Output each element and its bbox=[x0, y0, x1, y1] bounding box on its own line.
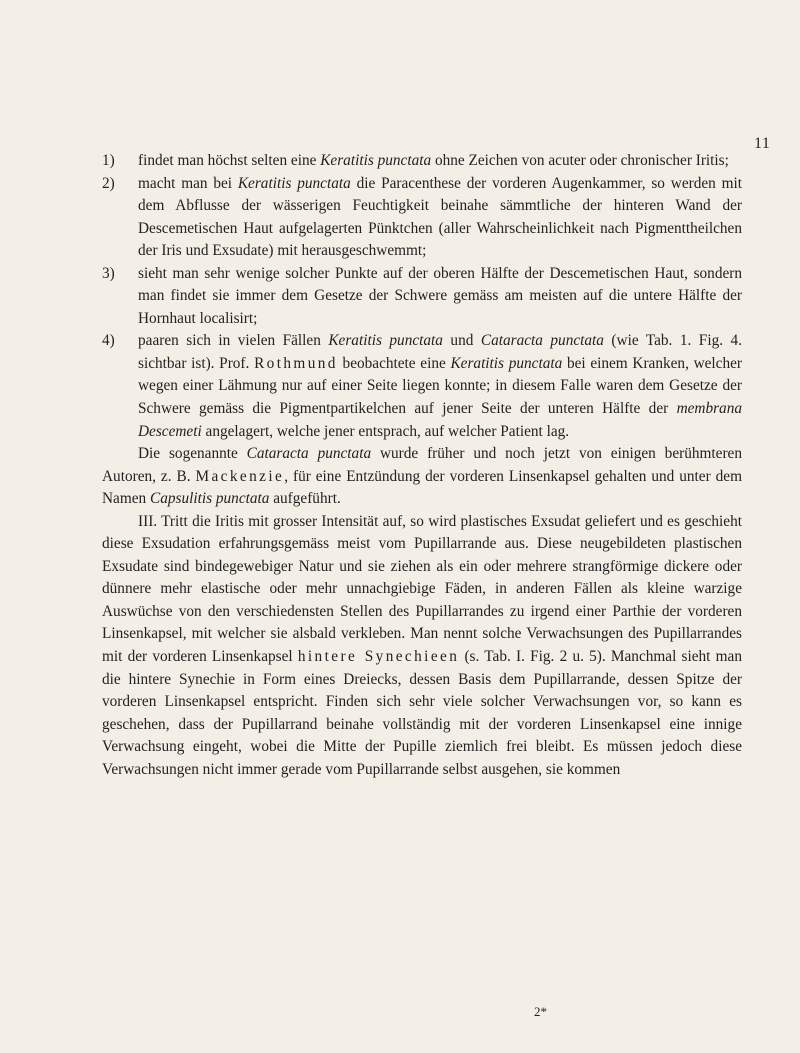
paragraph-iritis bbox=[102, 511, 742, 782]
spaced-name: Rothmund bbox=[254, 354, 338, 372]
spaced-name: Mackenzie bbox=[195, 467, 285, 485]
list-item-text bbox=[138, 332, 742, 439]
list-item-number: 2) bbox=[102, 174, 115, 192]
italic-term: Cataracta punctata bbox=[480, 332, 604, 350]
text-run: aufgeführt. bbox=[269, 490, 341, 508]
text-run: macht man bei bbox=[138, 174, 238, 192]
list-item-4 bbox=[102, 330, 742, 443]
text-run: wurde früher und noch jetzt von einigen berühmteren Autoren, z. B. bbox=[102, 445, 742, 485]
italic-term: membrana Descemeti bbox=[138, 400, 742, 440]
text-run: (s. Tab. I. Fig. 2 u. 5). Manchmal sieht man die hintere Synechie in Form eines Dreiecks, dessen Basis dem Pupillarrande, dessen Spitze der vorderen Linsenkapsel entspricht. Finden sich sehr viele solcher Verwachsungen vor, so kann es geschehen, dass der Pupillarrand beinahe vollständig mit der vorderen Linsenkapsel eine innige Verwachsung eingeht, wobei die Mitte der Pupille ziemlich frei bleibt. Es müssen jedoch diese Verwachsungen nicht immer gerade vom Pupillarrande selbst ausgehen, sie kommen bbox=[102, 648, 742, 778]
text-run: angelagert, welche jener entsprach, auf welcher Patient lag. bbox=[201, 422, 570, 440]
text-run: bei einem Kranken, welcher wegen einer Lähmung nur auf einer Seite liegen konnte; in diesem Falle waren dem Gesetze der Schwere gemäss die Pigmentpartikelchen auf jener Seite der unteren Hälfte der bbox=[138, 354, 742, 418]
italic-term: Keratitis punctata bbox=[328, 332, 443, 350]
text-run: findet man höchst selten eine bbox=[138, 152, 321, 169]
italic-term: Capsulitis punctata bbox=[150, 490, 270, 508]
text-run: ohne Zeichen von acuter oder chronischer Iritis; bbox=[431, 152, 729, 169]
list-item-number: 3) bbox=[102, 264, 115, 282]
numbered-list bbox=[102, 150, 742, 443]
text-run: und bbox=[442, 332, 481, 350]
list-item-number: 1) bbox=[102, 152, 115, 169]
italic-term: Cataracta punctata bbox=[246, 445, 372, 463]
text-run: sieht man sehr wenige solcher Punkte auf der oberen Hälfte der Descemetischen Haut, sondern man findet sie immer dem Gesetze der Schwere gemäss am meisten auf die untere Hälfte der Hornhaut localisirt; bbox=[138, 264, 742, 327]
paragraph-cataracta bbox=[102, 443, 742, 511]
text-run: paaren sich in vielen Fällen bbox=[138, 332, 329, 350]
list-item-number: 4) bbox=[102, 332, 115, 350]
italic-term: Keratitis punctata bbox=[237, 174, 351, 192]
list-item-2 bbox=[102, 173, 742, 263]
list-item-text bbox=[138, 152, 729, 169]
text-run: , für eine Entzündung der vorderen Linsenkapsel gehalten und unter dem Namen bbox=[102, 467, 742, 508]
text-run: (wie Tab. 1. Fig. 4. sichtbar ist). Prof. bbox=[138, 332, 743, 372]
list-item-1 bbox=[102, 150, 742, 173]
list-item-text bbox=[138, 175, 742, 260]
text-run: beobachtete eine bbox=[337, 354, 451, 372]
page-number: 11 bbox=[754, 135, 771, 152]
spaced-name: hintere Synechieen bbox=[297, 648, 460, 666]
list-item-3 bbox=[102, 263, 742, 331]
list-item-text bbox=[138, 265, 742, 327]
text-run: III. Tritt die Iritis mit grosser Intensität auf, so wird plastisches Exsudat geliefert und es geschieht diese Exsudation erfahrungsgemäss meist vom Pupillarrande aus. Diese neugebildeten plastischen Exsudate sind bindegewebiger Natur und sie ziehen als ein oder mehrere strangförmige dickere oder dünnere mehr elastische oder mehr unnachgiebige Fäden, in anderen Fällen als kleine warzige Auswüchse von den verschiedensten Stellen des Pupillarrandes zu irgend einer Parthie der vorderen Linsenkapsel, mit welcher sie alsbald verkleben. Man nennt solche Verwachsungen des Pupillarrandes mit der vorderen Linsenkapsel bbox=[102, 512, 742, 666]
italic-term: Keratitis punctata bbox=[450, 354, 563, 372]
italic-term: Keratitis punctata bbox=[320, 152, 432, 169]
page-body bbox=[102, 150, 742, 781]
text-run: Die sogenannte bbox=[138, 445, 247, 463]
signature-mark: 2* bbox=[534, 1004, 547, 1019]
text-run: die Paracenthese der vorderen Augenkammer, so werden mit dem Abflusse der wässerigen Feuchtigkeit beinahe sämmtliche der hinteren Wand der Descemetischen Haut aufgelagerten Pünktchen (aller Wahrscheinlichkeit nach Pigmenttheilchen der Iris und Exsudate) mit herausgeschwemmt; bbox=[138, 174, 743, 260]
